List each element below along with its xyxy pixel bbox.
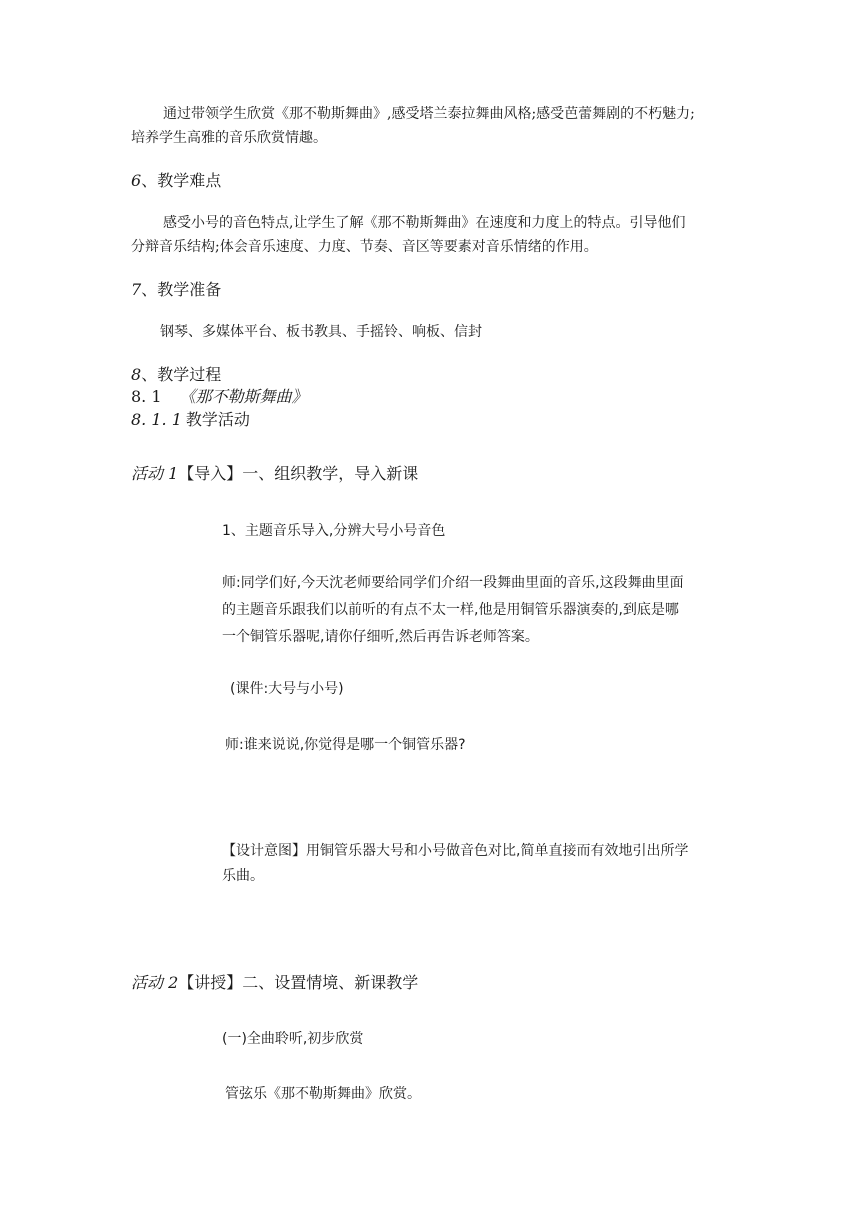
activity-1-tag: 【导入】 bbox=[178, 464, 243, 483]
section-7-heading bbox=[131, 279, 221, 301]
activity-2-label: 活动 2 bbox=[131, 973, 179, 992]
goals-line-2: 培养学生高雅的音乐欣赏情趣。 bbox=[131, 130, 327, 146]
subsection-8-1-title: 《那不勒斯舞曲》 bbox=[179, 387, 308, 406]
subsection-8-1-1-number: 8. 1. 1 bbox=[131, 410, 182, 429]
subsection-8-1-1-title: 教学活动 bbox=[185, 410, 250, 429]
section-6-title: 、教学难点 bbox=[141, 171, 222, 190]
preparation-list: 钢琴、多媒体平台、板书教具、手摇铃、响板、信封 bbox=[160, 324, 482, 340]
activity-1-title: 一、组织教学，导入新课 bbox=[242, 464, 419, 483]
activity-2-item-1: (一)全曲聆听,初步欣赏 bbox=[222, 1031, 364, 1047]
teacher-line-3: 一个铜管乐器呢,请你仔细听,然后再告诉老师答案。 bbox=[222, 629, 539, 645]
difficulty-line-2: 分辩音乐结构;体会音乐速度、力度、节奏、音区等要素对音乐情绪的作用。 bbox=[131, 239, 598, 255]
difficulty-line-1: 感受小号的音色特点,让学生了解《那不勒斯舞曲》在速度和力度上的特点。引导他们 bbox=[163, 215, 686, 231]
section-6-heading bbox=[131, 170, 221, 192]
section-7-title: 、教学准备 bbox=[141, 280, 222, 299]
courseware-note: (课件:大号与小号) bbox=[230, 681, 344, 697]
section-8-heading bbox=[131, 364, 221, 386]
section-6-number: 6 bbox=[131, 171, 142, 190]
section-8-number: 8 bbox=[131, 365, 142, 384]
section-8-title: 、教学过程 bbox=[141, 365, 222, 384]
activity-2-item-2: 管弦乐《那不勒斯舞曲》欣赏。 bbox=[225, 1086, 421, 1102]
subsection-8-1 bbox=[131, 386, 308, 408]
subsection-8-1-1 bbox=[131, 409, 250, 431]
subsection-8-1-number: 8. 1 bbox=[131, 387, 162, 406]
activity-2-title: 二、设置情境、新课教学 bbox=[242, 973, 419, 992]
activity-2-heading bbox=[131, 972, 418, 994]
design-intent-line-1: 【设计意图】用铜管乐器大号和小号做音色对比,简单直接而有效地引出所学 bbox=[222, 843, 689, 859]
activity-2-tag: 【讲授】 bbox=[178, 973, 243, 992]
teacher-line-1: 师:同学们好,今天沈老师要给同学们介绍一段舞曲里面的音乐,这段舞曲里面 bbox=[222, 575, 684, 591]
design-intent-line-2: 乐曲。 bbox=[222, 868, 264, 884]
activity-1-heading bbox=[131, 463, 418, 485]
activity-1-label: 活动 1 bbox=[131, 464, 179, 483]
goals-line-1: 通过带领学生欣赏《那不勒斯舞曲》,感受塔兰泰拉舞曲风格;感受芭蕾舞剧的不朽魅力; bbox=[163, 106, 695, 122]
activity-1-item-1: 1、主题音乐导入,分辨大号小号音色 bbox=[222, 523, 446, 539]
teacher-question: 师:谁来说说,你觉得是哪一个铜管乐器? bbox=[225, 737, 466, 753]
teacher-line-2: 的主题音乐跟我们以前听的有点不太一样,他是用铜管乐器演奏的,到底是哪 bbox=[222, 602, 679, 618]
section-7-number: 7 bbox=[131, 280, 142, 299]
